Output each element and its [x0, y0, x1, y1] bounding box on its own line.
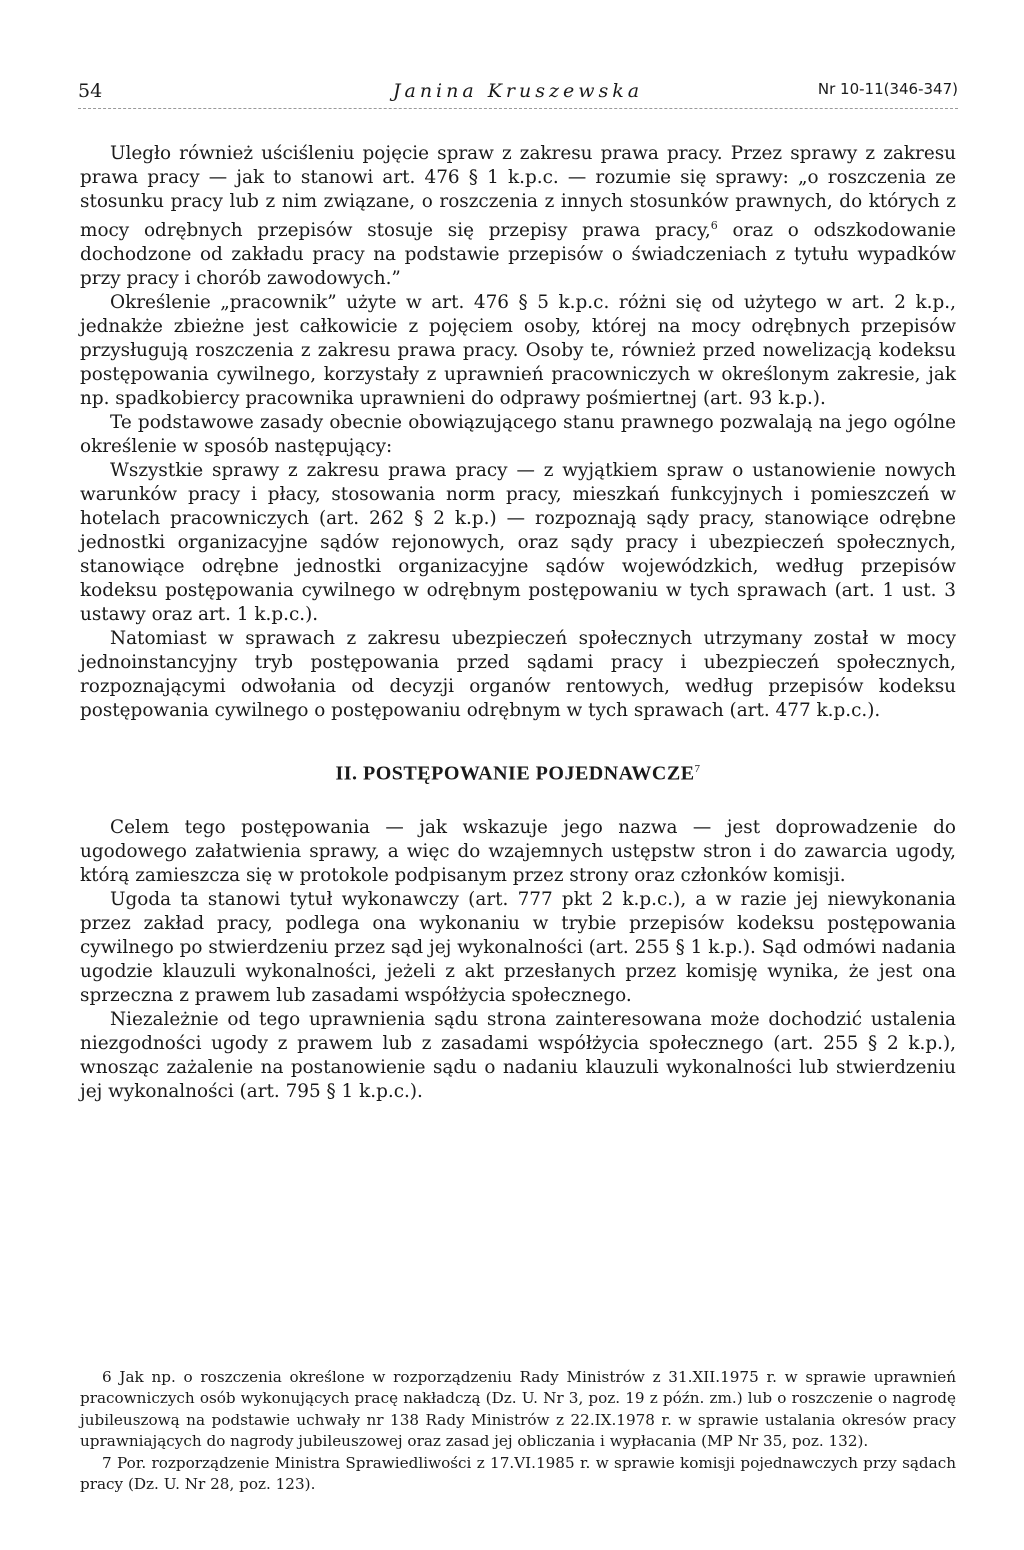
paragraph: Natomiast w sprawach z zakresu ubezpieczeń społecznych utrzymany został w mocy jednoinstancyjny tryb postępowania przed sądami pracy i ubezpieczeń społecznych, rozpoznającymi odwołania od decyzji organów rentowych, według przepisów kodeksu postępowania cywilnego o postępowaniu odrębnym w tych sprawach (art. 477 k.p.c.).: [80, 628, 956, 722]
footnote-6: 6 Jak np. o roszczenia określone w rozporządzeniu Rady Ministrów z 31.XII.1975 r. w sprawie uprawnień pracowniczych osób wykonujących pracę nakładczą (Dz. U. Nr 3, poz. 19 z późn. zm.) lub o roszczenie o nagrodę jubileuszową na podstawie uchwały nr 138 Rady Ministrów z 22.IX.1978 r. w sprawie ustalania okresów pracy uprawniających do nagrody jubileuszowej oraz zasad jej obliczania i wypłacania (MP Nr 35, poz. 132).: [80, 1368, 956, 1451]
paragraph-text-end: oraz o odszkodowanie dochodzone od zakładu pracy na podstawie przepisów o świadczeniach z tytułu wypadków przy pracy i chorób zawodowych.”: [80, 220, 956, 290]
page-number: 54: [78, 80, 103, 102]
footnote-ref-6: 6: [710, 219, 718, 232]
paragraph: [80, 142, 956, 291]
paragraph-text: Uległo również uściśleniu pojęcie spraw z zakresu prawa pracy. Przez sprawy z zakresu prawa pracy — jak to stanowi art. 476 § 1 k.p.c. — rozumie się sprawy: „o roszczenia ze stosunku pracy lub z nim związane, o roszczenia z innych stosunków prawnych, do których z mocy odrębnych przepisów stosuje się przepisy prawa pracy,: [80, 143, 956, 242]
footnote-ref-7: 7: [694, 763, 701, 776]
paragraph: Niezależnie od tego uprawnienia sądu strona zainteresowana może dochodzić ustalenia niezgodności ugody z prawem lub z zasadami współżycia społecznego (art. 255 § 2 k.p.), wnosząc zażalenie na postanowienie sądu o nadaniu klauzuli wykonalności lub stwierdzeniu jej wykonalności (art. 795 § 1 k.p.c.).: [80, 1008, 956, 1102]
paragraph: Określenie „pracownik” użyte w art. 476 § 5 k.p.c. różni się od użytego w art. 2 k.p., jednakże zbieżne jest całkowicie z pojęciem osoby, której na mocy odrębnych przepisów przysługują roszczenia z zakresu prawa pracy. Osoby te, również przed nowelizacją kodeksu postępowania cywilnego, korzystały z uprawnień pracowniczych w określonym zakresie, jak np. spadkobiercy pracownika uprawnieni do odprawy pośmiertnej (art. 93 k.p.).: [80, 292, 956, 410]
page-header: [78, 80, 958, 109]
paragraph: Celem tego postępowania — jak wskazuje jego nazwa — jest doprowadzenie do ugodowego załatwienia sprawy, a więc do wzajemnych ustępstw stron i do zawarcia ugody, którą zamieszcza się w protokole podpisanym przez strony oraz członków komisji.: [80, 816, 956, 886]
section-heading: [80, 757, 956, 786]
journal-issue: Nr 10-11(346-347): [817, 80, 958, 98]
paragraph: Te podstawowe zasady obecnie obowiązującego stanu prawnego pozwalają na jego ogólne określenie w sposób następujący:: [80, 412, 956, 458]
section-heading-text: II. POSTĘPOWANIE POJEDNAWCZE: [335, 762, 695, 785]
footnotes: [80, 1367, 956, 1495]
paragraph: Wszystkie sprawy z zakresu prawa pracy — z wyjątkiem spraw o ustanowienie nowych warunków pracy i płacy, stosowania norm pracy, mieszkań funkcyjnych i pomieszczeń w hotelach pracowniczych (art. 262 § 2 k.p.) — rozpoznają sądy pracy, stanowiące odrębne jednostki organizacyjne sądów rejonowych, oraz sądy pracy i ubezpieczeń społecznych, stanowiące odrębne jednostki organizacyjne sądów wojewódzkich, według przepisów kodeksu postępowania cywilnego w odrębnym postępowaniu w tych sprawach (art. 1 ust. 3 ustawy oraz art. 1 k.p.c.).: [80, 460, 956, 626]
paragraph: Ugoda ta stanowi tytuł wykonawczy (art. 777 pkt 2 k.p.c.), a w razie jej niewykonania przez zakład pracy, podlega ona wykonaniu w trybie przepisów kodeksu postępowania cywilnego po stwierdzeniu przez sąd jej wykonalności (art. 255 § 1 k.p.). Sąd odmówi nadania ugodzie klauzuli wykonalności, jeżeli z akt przesłanych przez komisję wynika, że jest ona sprzeczna z prawem lub zasadami współżycia społecznego.: [80, 888, 956, 1006]
running-title: Janina Kruszewska: [392, 80, 644, 102]
body-text: [80, 142, 956, 1104]
footnote-7: 7 Por. rozporządzenie Ministra Sprawiedliwości z 17.VI.1985 r. w sprawie komisji pojednawczych przy sądach pracy (Dz. U. Nr 28, poz. 123).: [80, 1453, 956, 1494]
